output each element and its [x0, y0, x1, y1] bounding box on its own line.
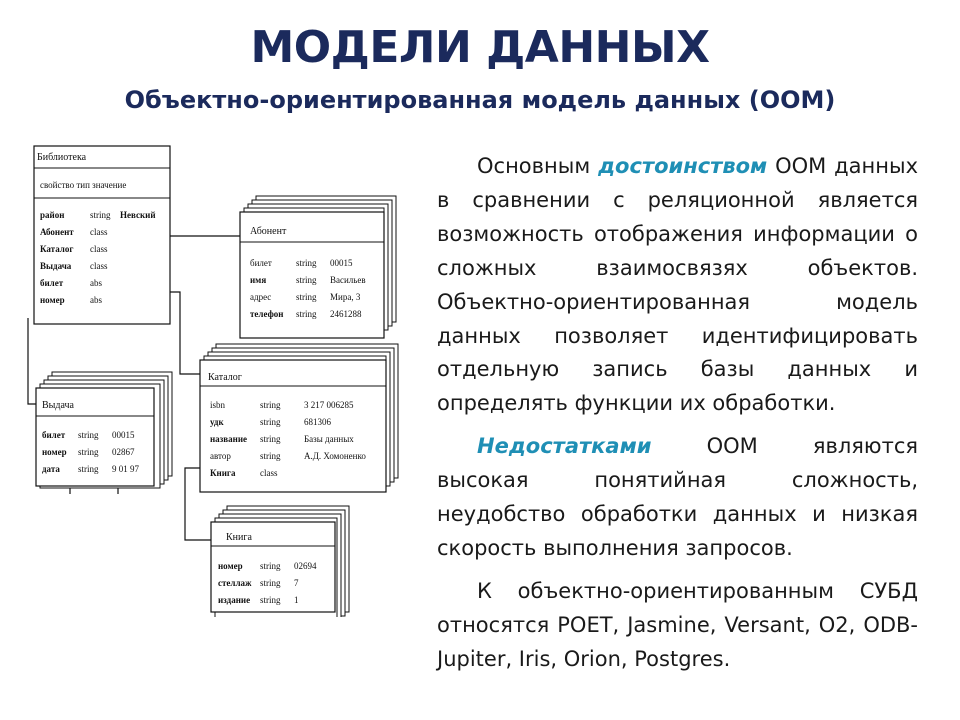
class-box-catalog	[200, 344, 398, 492]
svg-text:02867: 02867	[112, 447, 135, 457]
class-box-issue	[36, 372, 172, 488]
svg-text:string: string	[260, 578, 281, 588]
highlight-advantage: достоинством	[598, 154, 768, 178]
svg-text:class: class	[90, 227, 108, 237]
svg-text:00015: 00015	[330, 258, 353, 268]
highlight-disadvantage: Недостатками	[477, 434, 652, 459]
svg-text:автор: автор	[210, 451, 231, 461]
connector-library-catalog	[170, 292, 200, 374]
object-model-diagram	[22, 142, 417, 617]
svg-text:string: string	[296, 309, 317, 319]
svg-text:string: string	[78, 447, 99, 457]
svg-text:район: район	[40, 210, 65, 220]
svg-text:class: class	[260, 468, 278, 478]
svg-text:Абонент: Абонент	[40, 227, 74, 237]
svg-text:Мира, 3: Мира, 3	[330, 292, 361, 302]
svg-text:string: string	[78, 430, 99, 440]
svg-text:7: 7	[294, 578, 299, 588]
svg-text:isbn: isbn	[210, 400, 226, 410]
svg-text:Выдача: Выдача	[40, 261, 72, 271]
svg-text:билет: билет	[250, 258, 272, 268]
svg-text:681306: 681306	[304, 417, 331, 427]
svg-text:9 01 97: 9 01 97	[112, 464, 139, 474]
svg-text:Базы данных: Базы данных	[304, 434, 354, 444]
svg-text:название: название	[210, 434, 248, 444]
svg-text:имя: имя	[250, 275, 267, 285]
svg-text:string: string	[296, 292, 317, 302]
svg-text:string: string	[260, 400, 281, 410]
svg-text:билет: билет	[42, 430, 66, 440]
svg-text:string: string	[260, 595, 281, 605]
svg-text:string: string	[260, 561, 281, 571]
class-box-book	[211, 506, 349, 617]
svg-text:издание: издание	[218, 595, 251, 605]
connector-library-issue	[28, 318, 36, 404]
page-subtitle: Объектно-ориентированная модель данных (ООМ)	[124, 86, 836, 114]
svg-text:1: 1	[294, 595, 299, 605]
svg-text:class: class	[90, 244, 108, 254]
library-header: свойство тип значение	[40, 180, 127, 190]
paragraph-dbms-list: К объектно-ориентированным СУБД относятся POET, Jasmine, Versant, O2, ODB-Jupiter, Iris, Orion, Postgres.	[437, 578, 918, 671]
svg-text:string: string	[260, 451, 281, 461]
svg-text:номер: номер	[42, 447, 67, 457]
svg-text:string: string	[78, 464, 99, 474]
svg-text:Невский: Невский	[120, 210, 156, 220]
subscriber-title: Абонент	[250, 226, 287, 237]
svg-text:адрес: адрес	[250, 292, 272, 302]
svg-text:А.Д. Хомоненко: А.Д. Хомоненко	[304, 451, 366, 461]
library-title: Библиотека	[37, 152, 87, 163]
svg-text:abs: abs	[90, 295, 102, 305]
svg-text:class: class	[90, 261, 108, 271]
issue-title: Выдача	[42, 400, 74, 411]
svg-text:телефон: телефон	[250, 309, 284, 319]
svg-text:дата: дата	[42, 464, 60, 474]
catalog-title: Каталог	[208, 372, 242, 383]
svg-text:стеллаж: стеллаж	[218, 578, 252, 588]
svg-text:удк: удк	[210, 417, 224, 427]
svg-text:билет: билет	[40, 278, 64, 288]
svg-text:номер: номер	[218, 561, 243, 571]
svg-text:string: string	[260, 417, 281, 427]
svg-text:3 217 006285: 3 217 006285	[304, 400, 354, 410]
page-title: МОДЕЛИ ДАННЫХ	[250, 22, 710, 73]
svg-text:2461288: 2461288	[330, 309, 362, 319]
svg-text:abs: abs	[90, 278, 102, 288]
svg-text:Васильев: Васильев	[330, 275, 366, 285]
svg-text:string: string	[260, 434, 281, 444]
svg-text:string: string	[296, 258, 317, 268]
book-title: Книга	[226, 532, 252, 543]
svg-text:Книга: Книга	[210, 468, 236, 478]
class-box-subscriber	[240, 196, 396, 338]
description-text	[437, 150, 918, 686]
svg-text:string: string	[90, 210, 111, 220]
paragraph-disadvantages: Недостатками ООМ являются высокая понятийная сложность, неудобство обработки данных и низкая скорость выполнения запросов.	[437, 434, 918, 560]
svg-text:Каталог: Каталог	[40, 244, 74, 254]
svg-text:string: string	[296, 275, 317, 285]
svg-text:00015: 00015	[112, 430, 135, 440]
svg-text:номер: номер	[40, 295, 65, 305]
paragraph-advantages: Основным достоинством ООМ данных в сравнении с реляционной является возможность отображения информации о сложных взаимосвязях объектов. Объектно-ориентированная модель данных позволяет идентифицировать отдельную запись базы данных и определять функции их обработки.	[437, 154, 919, 416]
svg-text:02694: 02694	[294, 561, 317, 571]
class-box-library	[34, 146, 170, 324]
